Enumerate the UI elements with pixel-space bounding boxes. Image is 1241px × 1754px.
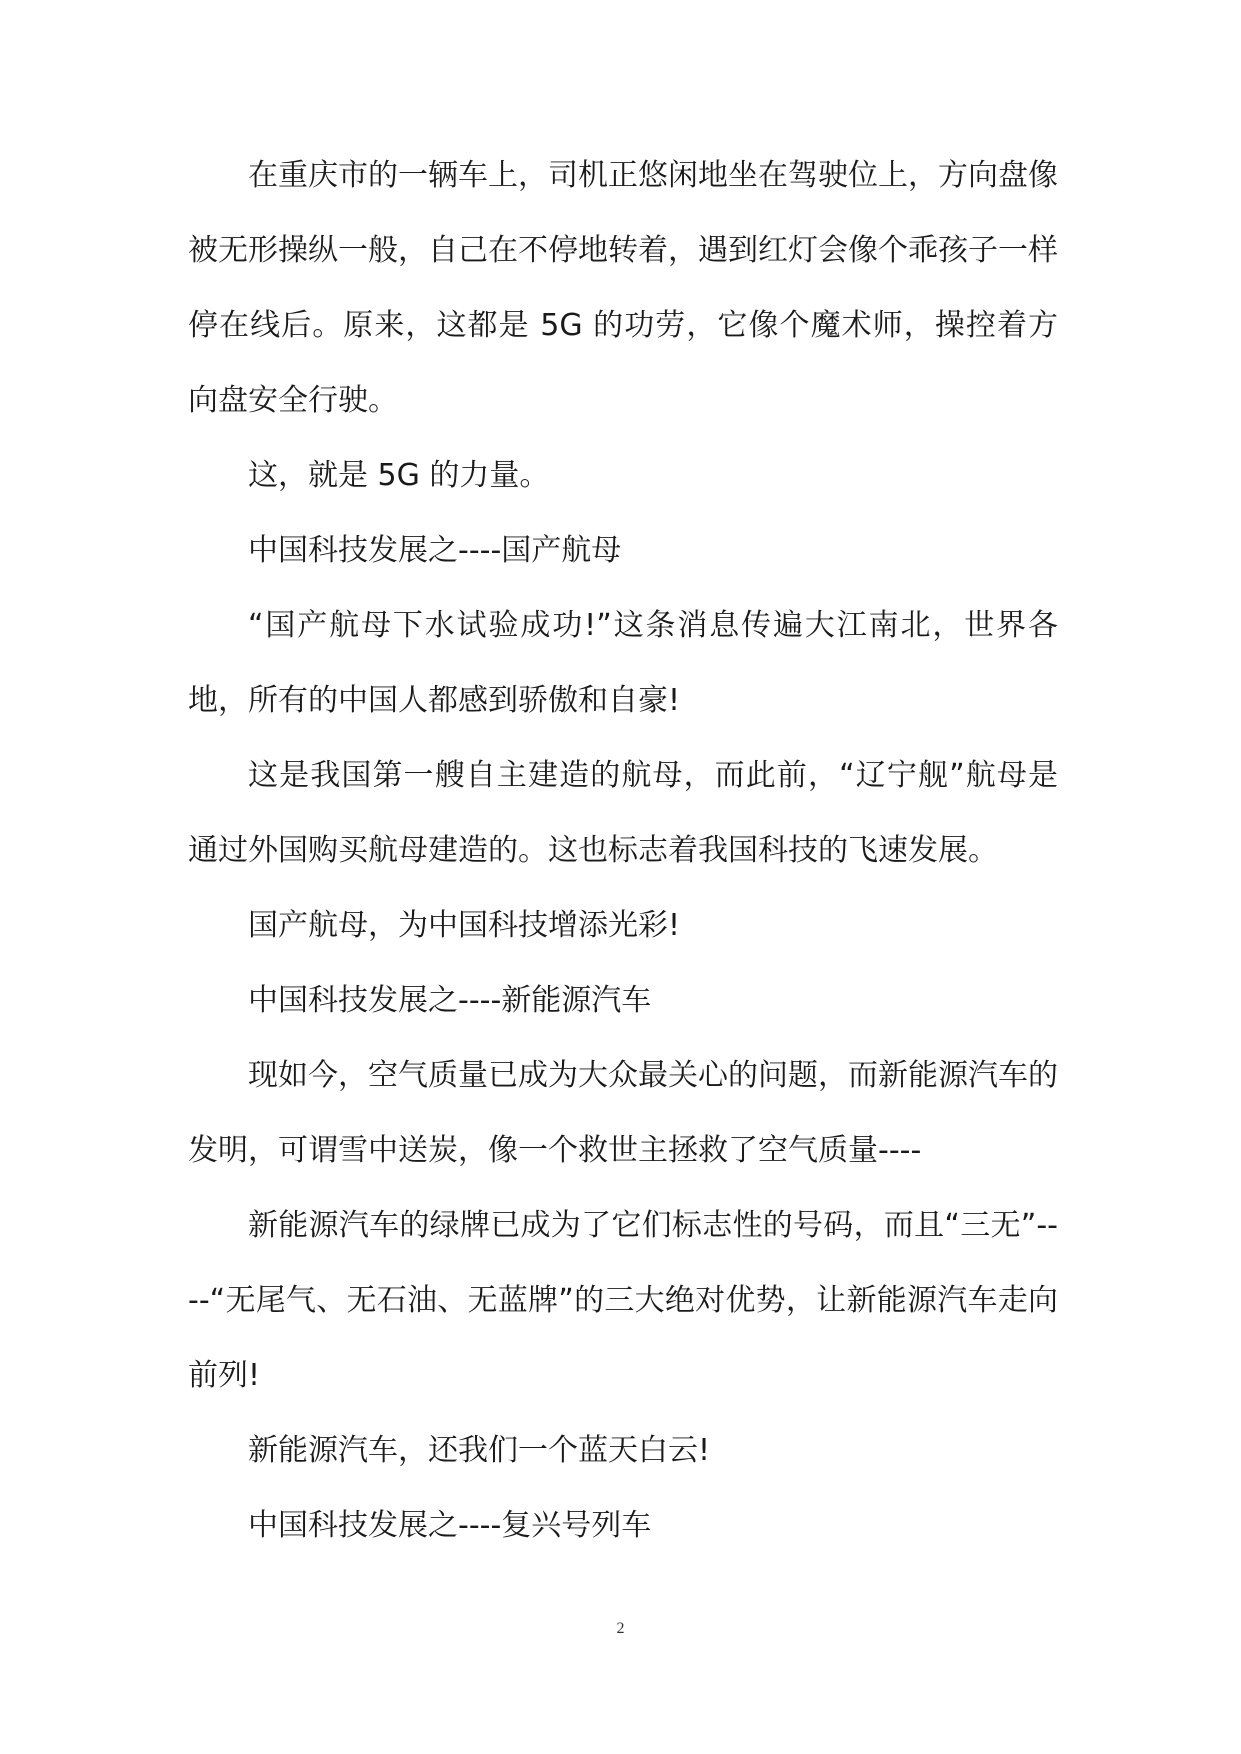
heading-aircraft-carrier: 中国科技发展之----国产航母 [248,533,622,568]
paragraph-carrier-glory: 国产航母，为中国科技增添光彩! [248,908,681,943]
paragraph-carrier-launch: “国产航母下水试验成功!”这条消息传遍大江南北，世界各地，所有的中国人都感到骄傲和自豪! [188,608,1058,718]
paragraph-5g-car: 在重庆市的一辆车上，司机正悠闲地坐在驾驶位上，方向盘像被无形操纵一般，自己在不停地转着，遇到红灯会像个乖孩子一样停在线后。原来，这都是 5G 的功劳，它像个魔术师，操控着方向盘安全行驶。 [188,158,1058,418]
heading-fuxing-train: 中国科技发展之----复兴号列车 [248,1508,652,1543]
heading-new-energy-vehicle: 中国科技发展之----新能源汽车 [248,983,652,1018]
paragraph-air-quality: 现如今，空气质量已成为大众最关心的问题，而新能源汽车的发明，可谓雪中送炭，像一个救世主拯救了空气质量---- [188,1058,1058,1168]
document-body [188,138,1058,1563]
paragraph-blue-sky: 新能源汽车，还我们一个蓝天白云! [248,1433,711,1468]
paragraph-5g-power: 这，就是 5G 的力量。 [248,458,550,493]
page-number: 2 [616,1620,625,1637]
paragraph-green-plate: 新能源汽车的绿牌已成为了它们标志性的号码，而且“三无”----“无尾气、无石油、无蓝牌”的三大绝对优势，让新能源汽车走向前列! [188,1208,1058,1393]
paragraph-carrier-first: 这是我国第一艘自主建造的航母，而此前，“辽宁舰”航母是通过外国购买航母建造的。这也标志着我国科技的飞速发展。 [188,758,1058,868]
